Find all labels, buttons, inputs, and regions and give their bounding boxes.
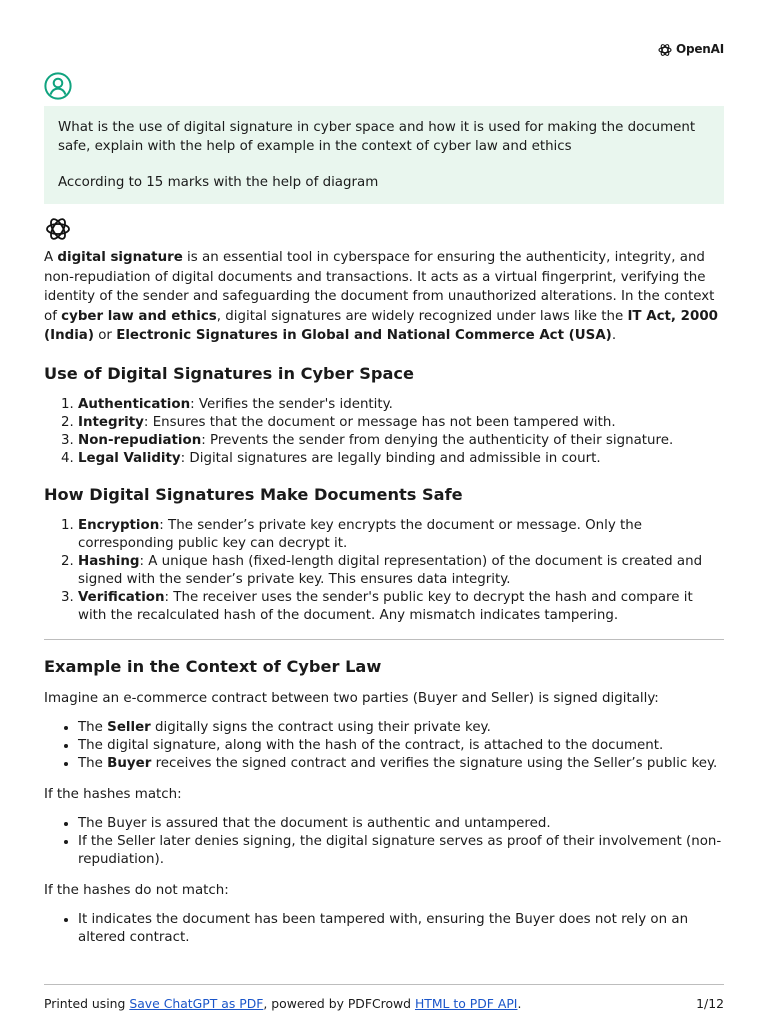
list-item: 4. Legal Validity: Digital signatures are legally binding and admissible in court. [78, 450, 724, 468]
list-item: 3. Verification: The receiver uses the sender's public key to decrypt the hash and compare it with the recalculated hash of the document. Any mismatch indicates tampering. [78, 589, 724, 625]
chatgpt-avatar-icon [44, 215, 72, 243]
html-to-pdf-api-link[interactable]: HTML to PDF API [414, 996, 518, 1011]
list-item: • It indicates the document has been tampered with, ensuring the Buyer does not rely on an altered contract. [78, 911, 724, 947]
prompt-marks-note: According to 15 marks with the help of diagram [58, 175, 379, 190]
uses-list [44, 396, 724, 468]
list-item: 2. Hashing: A unique hash (fixed-length digital representation) of the document is created and signed with the sender’s private key. This ensures data integrity. [78, 553, 724, 589]
user-avatar-icon [44, 72, 72, 100]
match-list [44, 815, 724, 869]
brand-name: OpenAI [675, 42, 724, 56]
section-divider [44, 639, 724, 640]
openai-logo-icon [657, 42, 673, 58]
openai-brand [657, 40, 724, 59]
nomatch-list [44, 911, 724, 947]
list-item: • The Seller digitally signs the contract using their private key. [78, 719, 724, 737]
intro-paragraph: A digital signature is an essential tool in cyberspace for ensuring the authenticity, integrity, and non-repudiation of digital documents and transactions. It acts as a virtual fingerprint, verifying the identity of the sender and safeguarding the document from unauthorized alterations. In the context of cyber law and ethics, digital signatures are widely recognized under laws like the IT Act, 2000 (India) or Electronic Signatures in Global and National Commerce Act (USA). [44, 250, 718, 344]
list-item: 1. Authentication: Verifies the sender's identity. [78, 396, 724, 414]
user-prompt [44, 106, 724, 204]
list-item: 2. Integrity: Ensures that the document or message has not been tampered with. [78, 414, 724, 432]
example-bullets [44, 719, 724, 773]
example-lead: Imagine an e-commerce contract between two parties (Buyer and Seller) is signed digitally: [44, 690, 659, 706]
list-item: • The Buyer is assured that the document is authentic and untampered. [78, 815, 724, 833]
list-item: • The digital signature, along with the hash of the contract, is attached to the document. [78, 737, 724, 755]
section-heading-example: Example in the Context of Cyber Law [44, 656, 382, 676]
list-item: 3. Non-repudiation: Prevents the sender from denying the authenticity of their signature. [78, 432, 724, 450]
nomatch-label: If the hashes do not match: [44, 882, 229, 898]
list-item: • If the Seller later denies signing, the digital signature serves as proof of their involvement (non-repudiation). [78, 833, 724, 869]
section-heading-uses: Use of Digital Signatures in Cyber Space [44, 363, 414, 383]
footer-credit: Printed using Save ChatGPT as PDF, powered by PDFCrowd HTML to PDF API. [44, 996, 522, 1011]
page-number: 1/12 [696, 996, 724, 1011]
section-heading-safety: How Digital Signatures Make Documents Safe [44, 484, 463, 504]
assistant-response [44, 248, 724, 947]
match-label: If the hashes match: [44, 786, 182, 802]
prompt-question: What is the use of digital signature in cyber space and how it is used for making the document safe, explain with the help of example in the context of cyber law and ethics [58, 120, 696, 154]
print-footer [44, 984, 724, 1013]
list-item: • The Buyer receives the signed contract and verifies the signature using the Seller’s public key. [78, 755, 724, 773]
safety-list [44, 517, 724, 625]
list-item: 1. Encryption: The sender’s private key encrypts the document or message. Only the corresponding public key can decrypt it. [78, 517, 724, 553]
save-chatgpt-pdf-link[interactable]: Save ChatGPT as PDF [129, 996, 264, 1011]
